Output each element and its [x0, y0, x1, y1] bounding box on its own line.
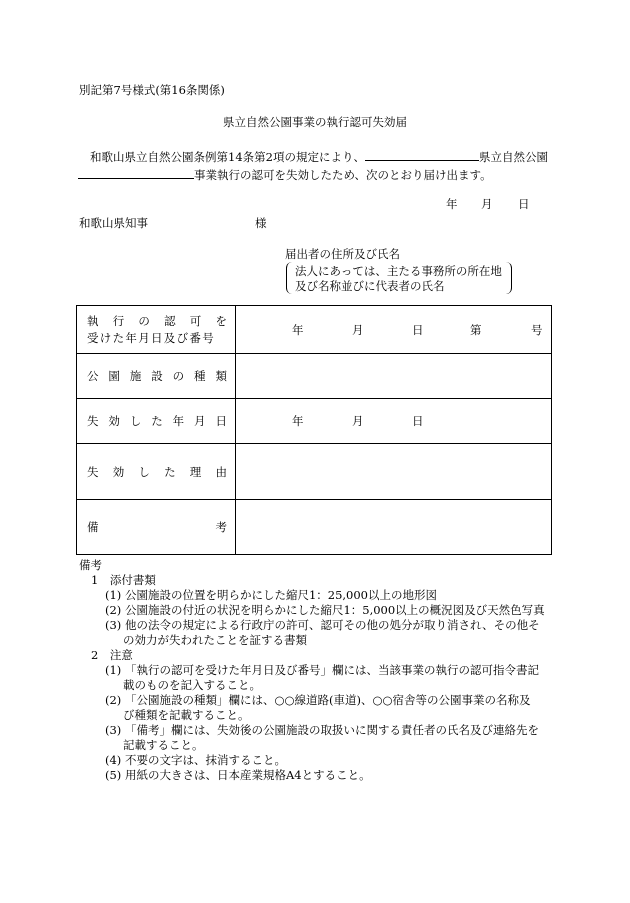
addressee: 和歌山県知事: [79, 216, 148, 230]
form-title: 県立自然公園事業の執行認可失効届: [223, 115, 407, 129]
date-year: 年: [446, 197, 458, 211]
table-row: [77, 306, 552, 354]
list-item: び種類を記載すること。: [123, 708, 250, 722]
project-name-blank[interactable]: [78, 166, 194, 179]
table-row: [77, 399, 552, 444]
expiry-reason-label: 失 効 し た 理 由: [77, 444, 236, 500]
expiry-date-value[interactable]: 年 月 日: [236, 399, 552, 444]
notes-heading: 備考: [79, 558, 102, 572]
applicant-note-bracket: [286, 262, 512, 294]
date-day: 日: [518, 197, 530, 211]
caution-heading: 2 注意: [91, 648, 133, 662]
table-row: [77, 444, 552, 500]
date-month: 月: [481, 197, 493, 211]
list-item: (4) 不要の文字は、抹消すること。: [105, 753, 286, 767]
expiry-date-label: 失 効 し た 年 月 日: [77, 399, 236, 444]
applicant-note-2: 及び名称並びに代表者の氏名: [295, 279, 445, 293]
list-item: 載のものを記入すること。: [123, 678, 261, 692]
expiry-reason-value[interactable]: [236, 444, 552, 500]
facility-type-value[interactable]: [236, 354, 552, 399]
authorization-value[interactable]: 年 月 日 第 号: [236, 306, 552, 354]
facility-type-label: 公 園 施 設 の 種 類: [77, 354, 236, 399]
list-item: (3) 他の法令の規定による行政庁の許可、認可その他の処分が取り消され、その他そ: [105, 618, 540, 632]
attachments-heading: 1 添付書類: [91, 573, 156, 587]
intro-line-2: 事業執行の認可を失効したため、次のとおり届け出ます。: [78, 166, 492, 183]
list-item: (2) 「公園施設の種類」欄には、○○線道路(車道)、○○宿舎等の公園事業の名称及: [105, 693, 531, 707]
table-row: [77, 354, 552, 399]
remarks-value[interactable]: [236, 500, 552, 555]
table-row: [77, 500, 552, 555]
park-name-blank[interactable]: [365, 148, 479, 161]
list-item: (2) 公園施設の付近の状況を明らかにした縮尺1：5,000以上の概況図及び天然色写真: [105, 603, 545, 617]
form-table: [76, 305, 552, 555]
list-item: の効力が失われたことを証する書類: [123, 633, 307, 647]
list-item: (1) 公園施設の位置を明らかにした縮尺1：25,000以上の地形図: [105, 588, 437, 602]
remarks-label: 備 考: [77, 500, 236, 555]
list-item: 記載すること。: [123, 738, 204, 752]
applicant-note-1: 法人にあっては、主たる事務所の所在地: [295, 264, 502, 278]
list-item: (1) 「執行の認可を受けた年月日及び番号」欄には、当該事業の執行の認可指令書記: [105, 663, 539, 677]
list-item: (5) 用紙の大きさは、日本産業規格A4とすること。: [105, 768, 371, 782]
intro-line-1: 和歌山県立自然公園条例第14条第2項の規定により、 県立自然公園: [90, 150, 548, 164]
applicant-label: 届出者の住所及び氏名: [285, 247, 400, 261]
authorization-label: 執 行 の 認 可 を 受けた年月日及び番号: [77, 306, 236, 354]
list-item: (3) 「備考」欄には、失効後の公園施設の取扱いに関する責任者の氏名及び連絡先を: [105, 723, 539, 737]
addressee-suffix: 様: [255, 216, 267, 230]
form-number: 別記第7号様式(第16条関係): [79, 83, 225, 97]
